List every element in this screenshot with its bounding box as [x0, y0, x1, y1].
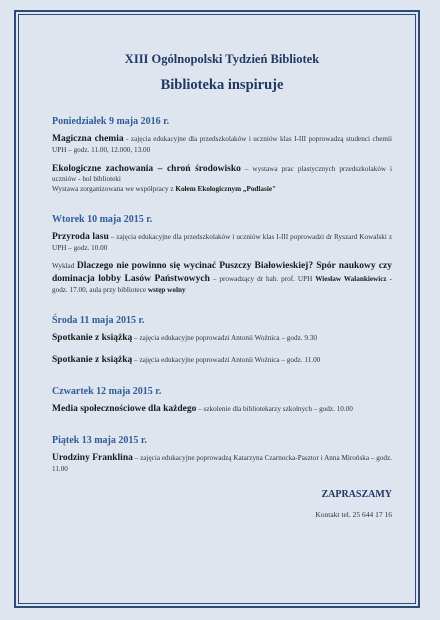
event-speaker: Wiesław Walankiewicz: [315, 275, 387, 284]
invitation-text: ZAPRASZAMY: [321, 488, 392, 500]
event-title: XIII Ogólnopolski Tydzień Bibliotek: [124, 52, 320, 66]
day-section-thursday: [52, 386, 392, 416]
contact-phone: Kontakt tel. 25 644 17 16: [315, 509, 392, 519]
day-section-monday: [52, 116, 392, 195]
event-subtitle: Biblioteka inspiruje: [160, 77, 284, 93]
event-name: Spotkanie z książką: [52, 332, 133, 343]
day-date: Wtorek 10 maja 2015 r.: [52, 213, 153, 225]
event-entry: [52, 354, 392, 367]
event-entry: [52, 133, 392, 156]
event-partner: Kołem Ekologicznym „Podlasie": [175, 185, 276, 194]
event-description: – wystawa prac plastycznych przedszkolaków i uczniów - hol biblioteki: [52, 164, 392, 184]
day-date: Piątek 13 maja 2015 r.: [52, 435, 147, 447]
day-date: Środa 11 maja 2015 r.: [52, 314, 145, 326]
event-name: Ekologiczne zachowania – chroń środowisko: [52, 163, 241, 174]
day-date: Poniedziałek 9 maja 2016 r.: [52, 116, 170, 127]
event-description: – zajęcia edukacyjne poprowadzi Antonii Woźnica – godz. 11.00: [132, 356, 321, 365]
event-prefix: Wykład: [52, 262, 77, 271]
day-date: Czwartek 12 maja 2015 r.: [52, 386, 162, 398]
event-name: Przyroda lasu: [52, 231, 109, 242]
event-note: Wystawa zorganizowana we współpracy z: [52, 185, 176, 194]
event-description: – zajęcia edukacyjne dla przedszkolaków i uczniów klas I-III poprowadzi dr Ryszard Kowalski z UPH – godz. 10.00: [52, 232, 393, 252]
day-section-tuesday: [52, 214, 392, 296]
event-entry: [52, 260, 392, 295]
event-name: Dlaczego nie powinno się wycinać Puszczy Białowieskiej? Spór naukowy czy dominacja lobby Lasów Państwowych: [52, 261, 392, 285]
event-description: – zajęcia edukacyjne poprowadzi Antonii Woźnica – godz. 9.30: [132, 333, 317, 342]
event-name: Media społecznościowe dla każdego: [52, 404, 197, 415]
day-section-friday: [52, 435, 392, 475]
event-entry: [52, 332, 392, 345]
event-description: – szkolenie dla bibliotekarzy szkolnych – godz. 10.00: [196, 405, 353, 414]
day-section-wednesday: [52, 315, 392, 368]
event-admission: wstęp wolny: [147, 285, 186, 294]
event-entry: [52, 403, 392, 416]
event-description: – zajęcia edukacyjne poprowadzą Katarzyna Czarnocka-Pasztor i Anna Mirońska – godz. 11.00: [52, 454, 393, 473]
event-description: - zajęcia edukacyjne dla przedszkolaków i uczniów klas I-III poprowadzą studenci chemii UPH – godz. 11.00, 12.000, 13.00: [52, 135, 393, 154]
event-time: - godz. 17.00, aula przy bibliotece: [52, 275, 392, 294]
poster-content: [52, 52, 392, 519]
event-entry: [52, 163, 392, 195]
event-entry: [52, 452, 392, 475]
event-description: – prowadzący dr hab. prof. UPH: [209, 275, 316, 284]
event-name: Urodziny Franklina: [52, 453, 133, 464]
event-name: Spotkanie z książką: [52, 355, 133, 366]
event-name: Magiczna chemia: [52, 134, 124, 144]
event-entry: [52, 231, 392, 254]
